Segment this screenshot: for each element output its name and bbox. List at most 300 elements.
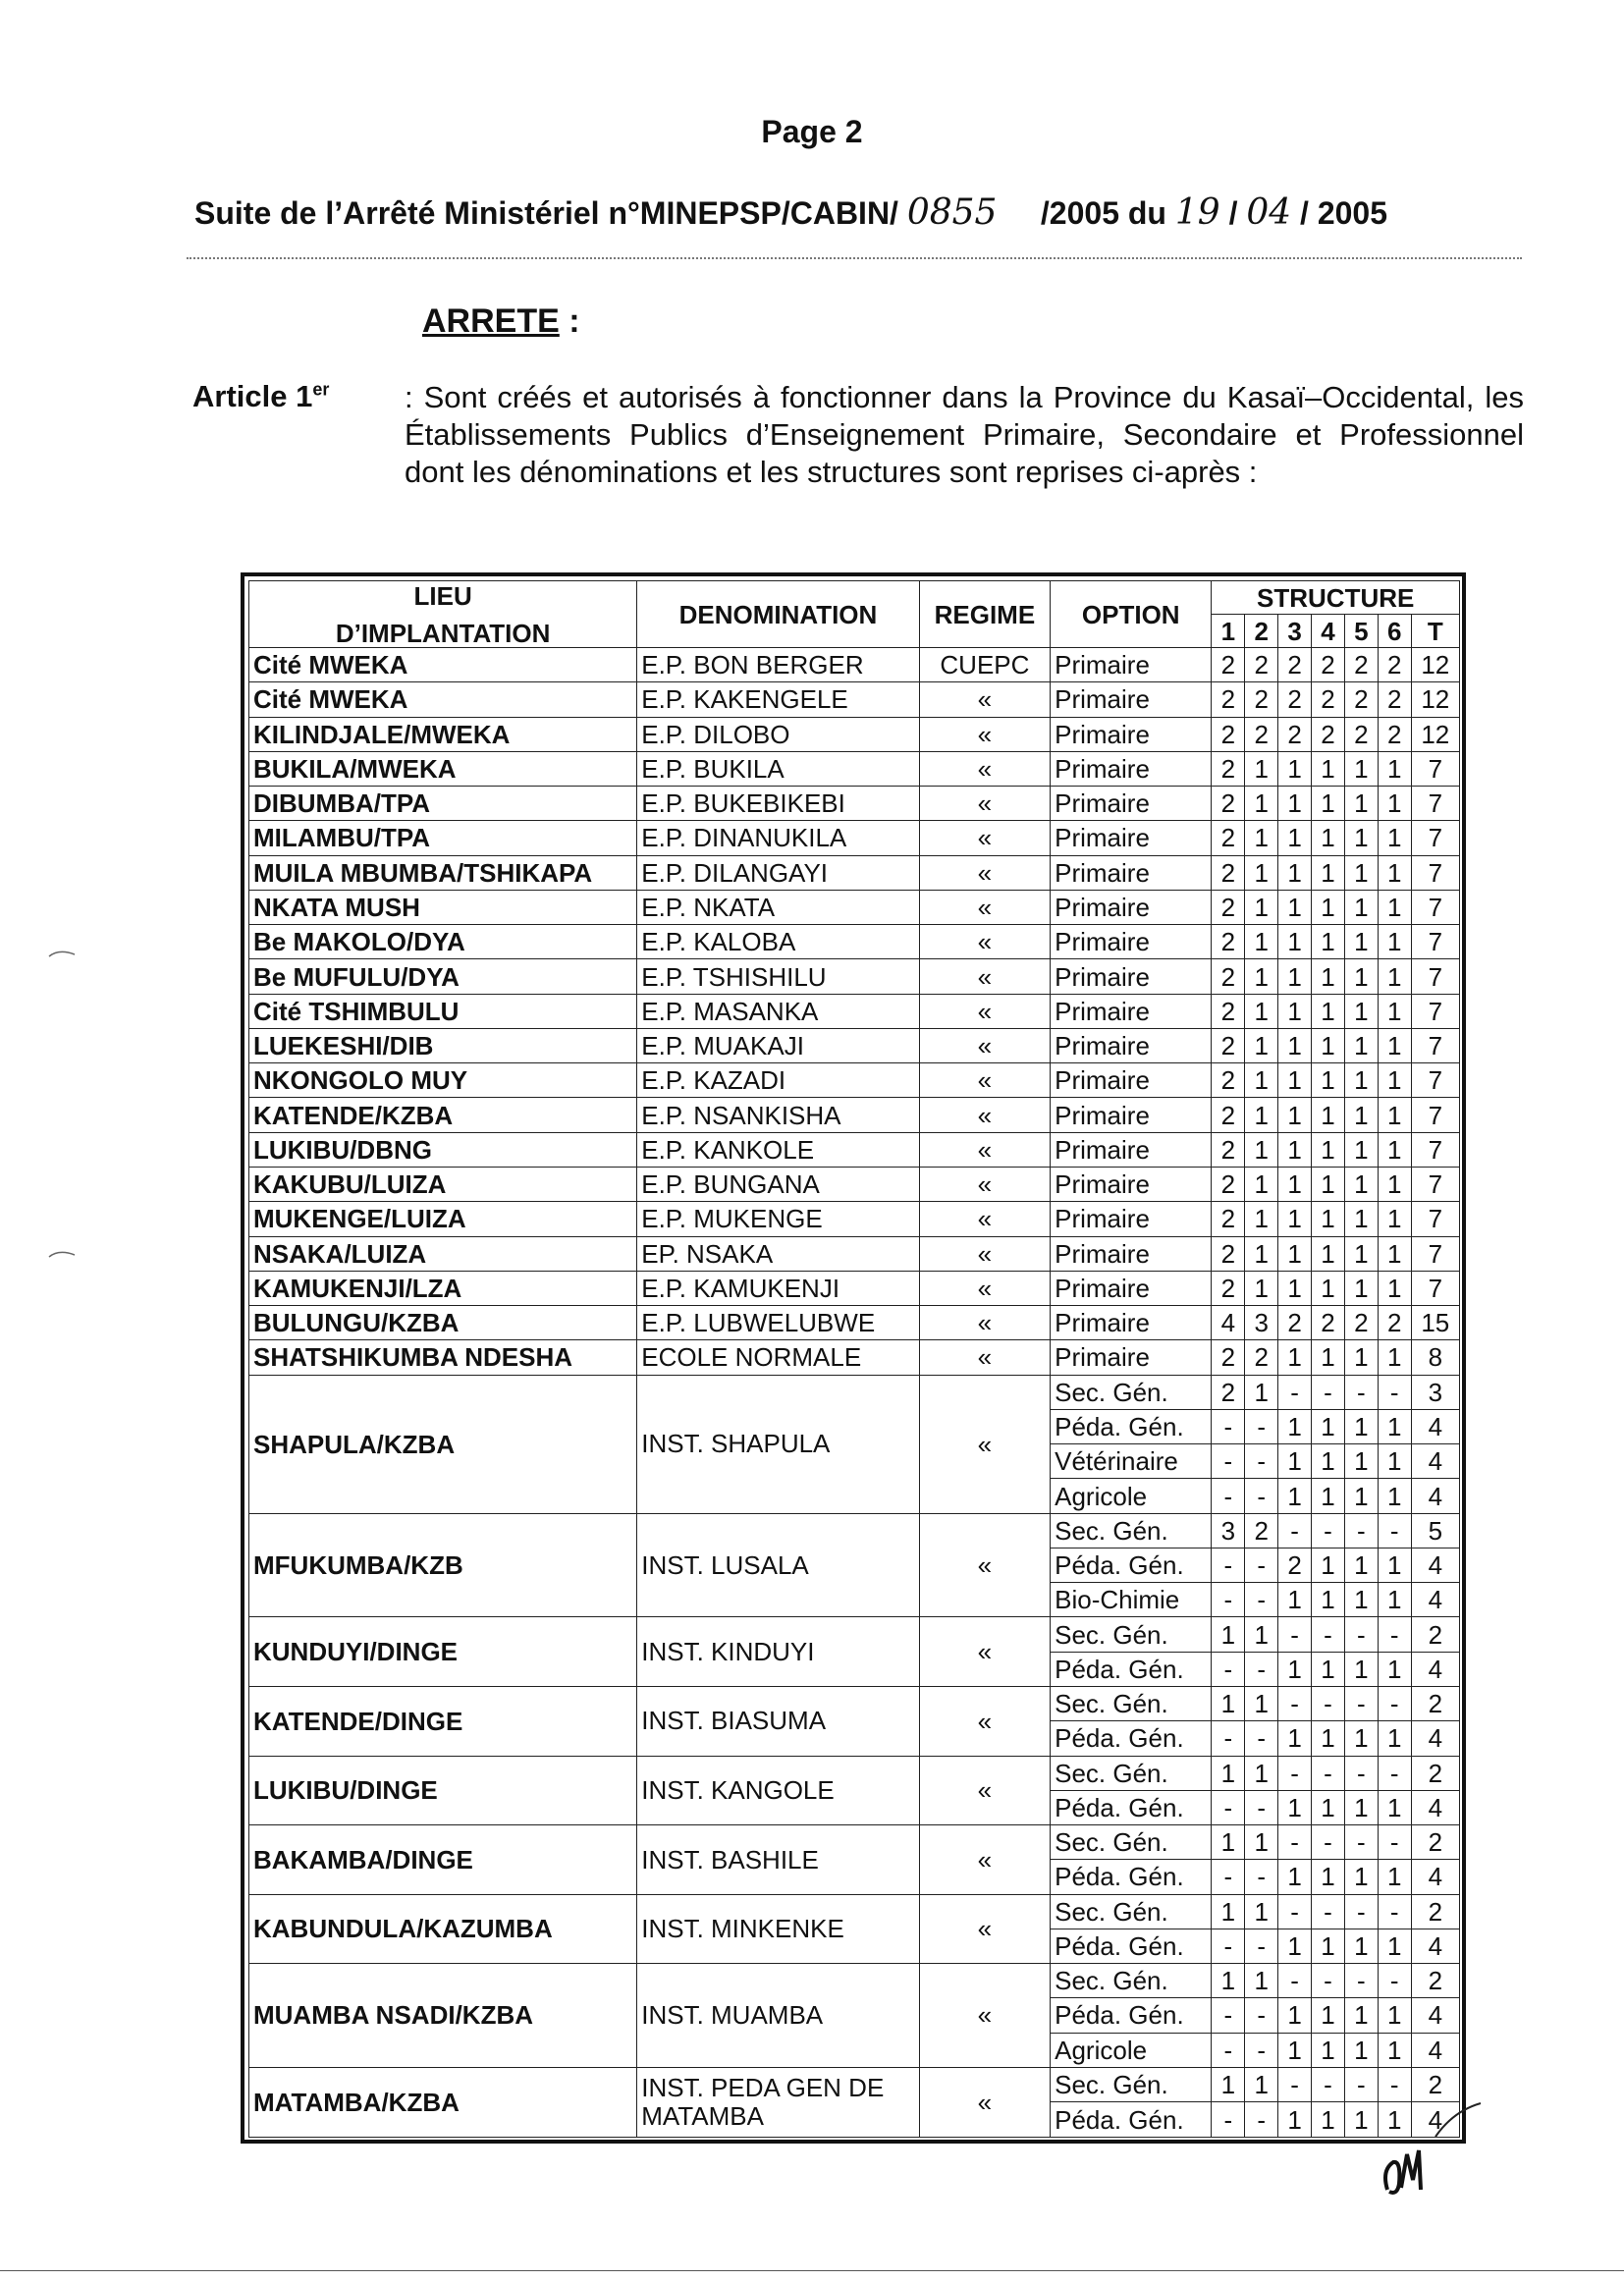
cell-structure-s6: 1 bbox=[1378, 1790, 1411, 1824]
cell-regime: « bbox=[919, 1340, 1050, 1375]
cell-denomination: E.P. BUKILA bbox=[637, 751, 919, 786]
cell-structure-s3: 1 bbox=[1278, 2033, 1312, 2067]
cell-structure-s1: 2 bbox=[1212, 751, 1245, 786]
cell-structure-s2: - bbox=[1245, 1652, 1278, 1686]
table-row bbox=[249, 1375, 1460, 1409]
cell-structure-s6: 1 bbox=[1378, 2033, 1411, 2067]
cell-structure-total: 4 bbox=[1411, 1409, 1459, 1443]
cell-option: Primaire bbox=[1051, 1340, 1212, 1375]
cell-structure-s5: 1 bbox=[1344, 751, 1378, 786]
cell-structure-s4: 1 bbox=[1312, 787, 1345, 821]
cell-regime: « bbox=[919, 1202, 1050, 1236]
article-label-text: Article 1 bbox=[192, 379, 313, 413]
cell-structure-total: 15 bbox=[1411, 1306, 1459, 1340]
cell-structure-s6: - bbox=[1378, 1756, 1411, 1790]
cell-option: Primaire bbox=[1051, 1167, 1212, 1201]
cell-structure-s3: 1 bbox=[1278, 1479, 1312, 1513]
cell-structure-s3: 2 bbox=[1278, 717, 1312, 751]
cell-structure-s4: 1 bbox=[1312, 1790, 1345, 1824]
cell-structure-s4: - bbox=[1312, 1375, 1345, 1409]
cell-regime: « bbox=[919, 1098, 1050, 1132]
table-row bbox=[249, 925, 1460, 959]
cell-structure-s3: 1 bbox=[1278, 1790, 1312, 1824]
cell-structure-s6: 1 bbox=[1378, 1063, 1411, 1098]
cell-structure-s2: - bbox=[1245, 2033, 1278, 2067]
header-lieu-line1: LIEU bbox=[413, 580, 472, 611]
cell-lieu: KATENDE/KZBA bbox=[249, 1098, 637, 1132]
cell-structure-s3: 1 bbox=[1278, 1132, 1312, 1167]
cell-structure-s5: - bbox=[1344, 1756, 1378, 1790]
cell-structure-s3: 2 bbox=[1278, 1306, 1312, 1340]
cell-lieu: NKATA MUSH bbox=[249, 890, 637, 924]
cell-structure-s1: - bbox=[1212, 1721, 1245, 1756]
cell-option: Péda. Gén. bbox=[1051, 1548, 1212, 1582]
cell-option: Péda. Gén. bbox=[1051, 1721, 1212, 1756]
cell-structure-s1: 2 bbox=[1212, 821, 1245, 855]
cell-structure-s6: 1 bbox=[1378, 1409, 1411, 1443]
cell-structure-s1: 2 bbox=[1212, 855, 1245, 890]
cell-structure-s1: 2 bbox=[1212, 1167, 1245, 1201]
cell-structure-s5: 1 bbox=[1344, 959, 1378, 994]
cell-structure-s6: 1 bbox=[1378, 1028, 1411, 1062]
cell-structure-s4: 2 bbox=[1312, 648, 1345, 682]
table-row bbox=[249, 1825, 1460, 1860]
table-row bbox=[249, 1513, 1460, 1548]
cell-structure-s2: 1 bbox=[1245, 1686, 1278, 1720]
cell-structure-s5: - bbox=[1344, 1686, 1378, 1720]
cell-structure-s5: 2 bbox=[1344, 1306, 1378, 1340]
cell-lieu: KABUNDULA/KAZUMBA bbox=[249, 1894, 637, 1964]
cell-denomination: INST. MINKENKE bbox=[637, 1894, 919, 1964]
cell-structure-s4: 1 bbox=[1312, 890, 1345, 924]
dotted-divider bbox=[187, 257, 1522, 259]
cell-structure-s2: 1 bbox=[1245, 1375, 1278, 1409]
cell-structure-s6: 1 bbox=[1378, 1167, 1411, 1201]
cell-structure-s4: 1 bbox=[1312, 1271, 1345, 1305]
cell-structure-s6: - bbox=[1378, 1964, 1411, 1998]
cell-structure-s3: - bbox=[1278, 1756, 1312, 1790]
cell-option: Primaire bbox=[1051, 648, 1212, 682]
cell-structure-s4: 1 bbox=[1312, 1860, 1345, 1894]
cell-structure-s5: 1 bbox=[1344, 1652, 1378, 1686]
cell-structure-total: 7 bbox=[1411, 1063, 1459, 1098]
cell-structure-s1: 1 bbox=[1212, 1964, 1245, 1998]
cell-lieu: NKONGOLO MUY bbox=[249, 1063, 637, 1098]
cell-structure-s1: - bbox=[1212, 1790, 1245, 1824]
cell-structure-s3: - bbox=[1278, 1894, 1312, 1929]
cell-structure-s3: - bbox=[1278, 1375, 1312, 1409]
cell-structure-s6: 1 bbox=[1378, 1479, 1411, 1513]
header-denomination: DENOMINATION bbox=[637, 581, 919, 648]
table-row bbox=[249, 1617, 1460, 1652]
cell-structure-s4: 1 bbox=[1312, 1132, 1345, 1167]
cell-structure-total: 7 bbox=[1411, 1202, 1459, 1236]
header-col-6: 6 bbox=[1378, 615, 1411, 648]
cell-structure-s4: 1 bbox=[1312, 2102, 1345, 2138]
cell-structure-s1: 4 bbox=[1212, 1306, 1245, 1340]
cell-structure-s6: 1 bbox=[1378, 1340, 1411, 1375]
cell-denomination: E.P. KAZADI bbox=[637, 1063, 919, 1098]
cell-structure-s6: 2 bbox=[1378, 648, 1411, 682]
cell-lieu: NSAKA/LUIZA bbox=[249, 1236, 637, 1271]
cell-structure-s1: 1 bbox=[1212, 1617, 1245, 1652]
cell-lieu: MATAMBA/KZBA bbox=[249, 2067, 637, 2137]
cell-structure-s4: 1 bbox=[1312, 1583, 1345, 1617]
cell-structure-s4: 1 bbox=[1312, 855, 1345, 890]
cell-structure-s4: - bbox=[1312, 1825, 1345, 1860]
cell-denomination: INST. BASHILE bbox=[637, 1825, 919, 1895]
handwritten-tick-mark bbox=[1434, 2101, 1483, 2141]
table-row bbox=[249, 787, 1460, 821]
decree-day-handwritten: 19 bbox=[1174, 192, 1220, 233]
cell-structure-s5: - bbox=[1344, 1825, 1378, 1860]
cell-structure-s2: 1 bbox=[1245, 1756, 1278, 1790]
cell-lieu: BUKILA/MWEKA bbox=[249, 751, 637, 786]
cell-option: Bio-Chimie bbox=[1051, 1583, 1212, 1617]
cell-structure-s2: - bbox=[1245, 1583, 1278, 1617]
cell-structure-s4: 1 bbox=[1312, 1236, 1345, 1271]
cell-lieu: KILINDJALE/MWEKA bbox=[249, 717, 637, 751]
cell-lieu: Cité MWEKA bbox=[249, 648, 637, 682]
cell-structure-s3: - bbox=[1278, 1513, 1312, 1548]
cell-structure-s2: 3 bbox=[1245, 1306, 1278, 1340]
schools-table-frame bbox=[241, 572, 1466, 2144]
cell-option: Primaire bbox=[1051, 1063, 1212, 1098]
cell-structure-s1: - bbox=[1212, 1652, 1245, 1686]
cell-structure-s4: 1 bbox=[1312, 994, 1345, 1028]
cell-structure-s5: 1 bbox=[1344, 890, 1378, 924]
header-lieu bbox=[249, 581, 637, 648]
cell-structure-s4: 2 bbox=[1312, 1306, 1345, 1340]
cell-structure-s4: 1 bbox=[1312, 1929, 1345, 1963]
cell-structure-s6: - bbox=[1378, 1825, 1411, 1860]
decree-month-handwritten: 04 bbox=[1246, 192, 1292, 233]
cell-structure-total: 4 bbox=[1411, 1548, 1459, 1582]
cell-option: Vétérinaire bbox=[1051, 1444, 1212, 1479]
header-option: OPTION bbox=[1051, 581, 1212, 648]
cell-regime: « bbox=[919, 1271, 1050, 1305]
cell-option: Primaire bbox=[1051, 1028, 1212, 1062]
cell-structure-s6: - bbox=[1378, 1375, 1411, 1409]
cell-structure-s3: 1 bbox=[1278, 1929, 1312, 1963]
page-edge-line bbox=[0, 2270, 1624, 2271]
cell-structure-s3: 1 bbox=[1278, 1202, 1312, 1236]
cell-lieu: LUKIBU/DBNG bbox=[249, 1132, 637, 1167]
cell-option: Primaire bbox=[1051, 787, 1212, 821]
cell-structure-s1: 1 bbox=[1212, 1756, 1245, 1790]
cell-denomination: INST. LUSALA bbox=[637, 1513, 919, 1617]
cell-structure-s6: 1 bbox=[1378, 959, 1411, 994]
cell-structure-s2: 1 bbox=[1245, 1825, 1278, 1860]
cell-structure-s2: 1 bbox=[1245, 1964, 1278, 1998]
cell-structure-s6: 1 bbox=[1378, 890, 1411, 924]
cell-structure-total: 12 bbox=[1411, 717, 1459, 751]
cell-option: Primaire bbox=[1051, 1098, 1212, 1132]
cell-regime: « bbox=[919, 751, 1050, 786]
cell-denomination: E.P. DILOBO bbox=[637, 717, 919, 751]
cell-structure-s4: 1 bbox=[1312, 821, 1345, 855]
cell-regime: CUEPC bbox=[919, 648, 1050, 682]
cell-structure-s5: 1 bbox=[1344, 787, 1378, 821]
cell-regime: « bbox=[919, 1513, 1050, 1617]
cell-structure-s1: - bbox=[1212, 2102, 1245, 2138]
cell-structure-s2: 1 bbox=[1245, 1028, 1278, 1062]
cell-structure-total: 3 bbox=[1411, 1375, 1459, 1409]
cell-structure-s6: 1 bbox=[1378, 1652, 1411, 1686]
cell-structure-s2: - bbox=[1245, 1998, 1278, 2033]
cell-structure-s6: 1 bbox=[1378, 1236, 1411, 1271]
cell-structure-total: 4 bbox=[1411, 1479, 1459, 1513]
cell-lieu: KATENDE/DINGE bbox=[249, 1686, 637, 1756]
cell-structure-s1: 2 bbox=[1212, 890, 1245, 924]
decree-year: /2005 du bbox=[1040, 195, 1166, 231]
cell-structure-s2: 1 bbox=[1245, 1202, 1278, 1236]
cell-structure-s4: 1 bbox=[1312, 1340, 1345, 1375]
cell-structure-total: 4 bbox=[1411, 1998, 1459, 2033]
cell-structure-s2: - bbox=[1245, 1479, 1278, 1513]
cell-lieu: MUKENGE/LUIZA bbox=[249, 1202, 637, 1236]
cell-structure-s3: 1 bbox=[1278, 890, 1312, 924]
cell-structure-s6: 1 bbox=[1378, 1860, 1411, 1894]
header-lieu-line2: D’IMPLANTATION bbox=[335, 618, 551, 648]
cell-structure-s2: 1 bbox=[1245, 2067, 1278, 2101]
cell-structure-s1: - bbox=[1212, 1998, 1245, 2033]
table-row bbox=[249, 1132, 1460, 1167]
cell-option: Primaire bbox=[1051, 959, 1212, 994]
cell-structure-s3: - bbox=[1278, 1964, 1312, 1998]
cell-structure-s2: 1 bbox=[1245, 1894, 1278, 1929]
cell-structure-s2: - bbox=[1245, 2102, 1278, 2138]
cell-structure-s4: - bbox=[1312, 1894, 1345, 1929]
table-row bbox=[249, 2067, 1460, 2101]
cell-regime: « bbox=[919, 1028, 1050, 1062]
cell-structure-s6: 1 bbox=[1378, 1132, 1411, 1167]
cell-structure-s1: 1 bbox=[1212, 2067, 1245, 2101]
cell-structure-s1: - bbox=[1212, 2033, 1245, 2067]
cell-structure-s6: 1 bbox=[1378, 1444, 1411, 1479]
cell-structure-total: 7 bbox=[1411, 787, 1459, 821]
cell-lieu: SHATSHIKUMBA NDESHA bbox=[249, 1340, 637, 1375]
cell-structure-s2: 1 bbox=[1245, 1167, 1278, 1201]
cell-structure-s5: 2 bbox=[1344, 648, 1378, 682]
cell-structure-total: 7 bbox=[1411, 1271, 1459, 1305]
cell-structure-s3: - bbox=[1278, 1617, 1312, 1652]
cell-structure-s4: 1 bbox=[1312, 1409, 1345, 1443]
cell-structure-s5: 1 bbox=[1344, 855, 1378, 890]
cell-structure-s2: 1 bbox=[1245, 787, 1278, 821]
decree-prefix: Suite de l’Arrêté Ministériel n°MINEPSP/CABIN/ bbox=[194, 195, 898, 231]
cell-structure-s3: 2 bbox=[1278, 648, 1312, 682]
cell-option: Sec. Gén. bbox=[1051, 1513, 1212, 1548]
cell-structure-s4: 1 bbox=[1312, 1444, 1345, 1479]
cell-structure-s6: 1 bbox=[1378, 994, 1411, 1028]
cell-structure-s5: 1 bbox=[1344, 1236, 1378, 1271]
cell-structure-s5: 1 bbox=[1344, 1271, 1378, 1305]
cell-structure-total: 2 bbox=[1411, 1756, 1459, 1790]
cell-structure-total: 4 bbox=[1411, 1583, 1459, 1617]
cell-denomination: INST. PEDA GEN DE MATAMBA bbox=[637, 2067, 919, 2137]
cell-regime: « bbox=[919, 1167, 1050, 1201]
cell-structure-s2: 1 bbox=[1245, 751, 1278, 786]
cell-structure-s6: 1 bbox=[1378, 855, 1411, 890]
cell-structure-s4: 1 bbox=[1312, 2033, 1345, 2067]
cell-structure-s2: 1 bbox=[1245, 821, 1278, 855]
table-row bbox=[249, 1964, 1460, 1998]
cell-structure-s2: 2 bbox=[1245, 1340, 1278, 1375]
cell-structure-s3: 1 bbox=[1278, 821, 1312, 855]
cell-structure-s2: 1 bbox=[1245, 1271, 1278, 1305]
decree-number-handwritten: 0855 bbox=[906, 192, 998, 233]
cell-structure-s4: 1 bbox=[1312, 1098, 1345, 1132]
cell-structure-s2: 1 bbox=[1245, 1098, 1278, 1132]
table-row bbox=[249, 717, 1460, 751]
header-structure: STRUCTURE bbox=[1212, 581, 1460, 615]
cell-structure-s2: 1 bbox=[1245, 1236, 1278, 1271]
cell-regime: « bbox=[919, 2067, 1050, 2137]
cell-structure-total: 8 bbox=[1411, 1340, 1459, 1375]
cell-structure-s3: 2 bbox=[1278, 1548, 1312, 1582]
table-row bbox=[249, 682, 1460, 717]
cell-structure-s4: - bbox=[1312, 1686, 1345, 1720]
cell-structure-s5: 2 bbox=[1344, 717, 1378, 751]
cell-structure-total: 12 bbox=[1411, 682, 1459, 717]
cell-option: Primaire bbox=[1051, 1202, 1212, 1236]
cell-structure-s5: 1 bbox=[1344, 1409, 1378, 1443]
page-title: Page 2 bbox=[761, 114, 863, 149]
cell-denomination: INST. BIASUMA bbox=[637, 1686, 919, 1756]
cell-structure-s2: 1 bbox=[1245, 1063, 1278, 1098]
cell-structure-s4: 1 bbox=[1312, 1721, 1345, 1756]
cell-structure-s6: 1 bbox=[1378, 925, 1411, 959]
cell-structure-s3: 1 bbox=[1278, 1028, 1312, 1062]
cell-structure-total: 5 bbox=[1411, 1513, 1459, 1548]
cell-structure-s4: 1 bbox=[1312, 1167, 1345, 1201]
cell-structure-s1: - bbox=[1212, 1444, 1245, 1479]
cell-structure-s4: - bbox=[1312, 1617, 1345, 1652]
cell-structure-s1: - bbox=[1212, 1929, 1245, 1963]
cell-lieu: LUKIBU/DINGE bbox=[249, 1756, 637, 1825]
table-row bbox=[249, 1686, 1460, 1720]
cell-structure-s5: - bbox=[1344, 1617, 1378, 1652]
cell-structure-total: 7 bbox=[1411, 994, 1459, 1028]
cell-lieu: MUILA MBUMBA/TSHIKAPA bbox=[249, 855, 637, 890]
cell-structure-s6: 2 bbox=[1378, 1306, 1411, 1340]
cell-structure-s3: 1 bbox=[1278, 1998, 1312, 2033]
cell-structure-s5: - bbox=[1344, 1894, 1378, 1929]
cell-structure-s4: 2 bbox=[1312, 682, 1345, 717]
cell-lieu: Be MAKOLO/DYA bbox=[249, 925, 637, 959]
cell-structure-s5: 2 bbox=[1344, 682, 1378, 717]
cell-option: Péda. Gén. bbox=[1051, 1409, 1212, 1443]
cell-denomination: E.P. NSANKISHA bbox=[637, 1098, 919, 1132]
cell-structure-s1: 2 bbox=[1212, 959, 1245, 994]
cell-denomination: EP. NSAKA bbox=[637, 1236, 919, 1271]
cell-structure-s4: 1 bbox=[1312, 1028, 1345, 1062]
cell-structure-s3: 1 bbox=[1278, 1860, 1312, 1894]
section-heading bbox=[422, 302, 580, 341]
cell-structure-s5: 1 bbox=[1344, 1202, 1378, 1236]
cell-denomination: E.P. LUBWELUBWE bbox=[637, 1306, 919, 1340]
table-row bbox=[249, 1167, 1460, 1201]
cell-structure-s1: 2 bbox=[1212, 1340, 1245, 1375]
cell-structure-s6: 1 bbox=[1378, 1098, 1411, 1132]
cell-regime: « bbox=[919, 890, 1050, 924]
cell-regime: « bbox=[919, 717, 1050, 751]
cell-structure-total: 7 bbox=[1411, 959, 1459, 994]
cell-structure-s4: 1 bbox=[1312, 925, 1345, 959]
handwritten-initials bbox=[1380, 2141, 1438, 2200]
table-header-row bbox=[249, 581, 1460, 615]
cell-denomination: E.P. KALOBA bbox=[637, 925, 919, 959]
cell-option: Péda. Gén. bbox=[1051, 1860, 1212, 1894]
cell-structure-s5: 1 bbox=[1344, 1132, 1378, 1167]
cell-structure-s4: 2 bbox=[1312, 717, 1345, 751]
cell-structure-s1: - bbox=[1212, 1548, 1245, 1582]
cell-structure-s6: 1 bbox=[1378, 1929, 1411, 1963]
cell-structure-total: 7 bbox=[1411, 1098, 1459, 1132]
cell-lieu: Cité MWEKA bbox=[249, 682, 637, 717]
cell-structure-s6: - bbox=[1378, 2067, 1411, 2101]
cell-lieu: MILAMBU/TPA bbox=[249, 821, 637, 855]
cell-denomination: E.P. NKATA bbox=[637, 890, 919, 924]
cell-structure-s4: 1 bbox=[1312, 1548, 1345, 1582]
cell-structure-s2: 2 bbox=[1245, 717, 1278, 751]
cell-lieu: Be MUFULU/DYA bbox=[249, 959, 637, 994]
table-row bbox=[249, 1340, 1460, 1375]
cell-structure-s6: 1 bbox=[1378, 1548, 1411, 1582]
cell-structure-s2: 1 bbox=[1245, 1132, 1278, 1167]
cell-regime: « bbox=[919, 1756, 1050, 1825]
cell-structure-s3: 2 bbox=[1278, 682, 1312, 717]
cell-structure-s3: 1 bbox=[1278, 1583, 1312, 1617]
table-row bbox=[249, 1756, 1460, 1790]
table-row bbox=[249, 1202, 1460, 1236]
cell-option: Primaire bbox=[1051, 925, 1212, 959]
cell-regime: « bbox=[919, 925, 1050, 959]
cell-structure-s6: 1 bbox=[1378, 1583, 1411, 1617]
table-row bbox=[249, 1063, 1460, 1098]
scan-artifact bbox=[47, 947, 77, 958]
table-row bbox=[249, 890, 1460, 924]
cell-structure-s1: 1 bbox=[1212, 1825, 1245, 1860]
header-regime: REGIME bbox=[919, 581, 1050, 648]
cell-structure-s3: 1 bbox=[1278, 1098, 1312, 1132]
heading-text: ARRETE bbox=[422, 302, 560, 340]
cell-structure-s5: - bbox=[1344, 1513, 1378, 1548]
cell-option: Sec. Gén. bbox=[1051, 1964, 1212, 1998]
header-col-3: 3 bbox=[1278, 615, 1312, 648]
cell-denomination: E.P. KANKOLE bbox=[637, 1132, 919, 1167]
cell-denomination: E.P. KAKENGELE bbox=[637, 682, 919, 717]
cell-structure-s3: 1 bbox=[1278, 1444, 1312, 1479]
table-row bbox=[249, 1236, 1460, 1271]
cell-structure-s2: - bbox=[1245, 1444, 1278, 1479]
cell-structure-s3: - bbox=[1278, 2067, 1312, 2101]
cell-regime: « bbox=[919, 787, 1050, 821]
cell-denomination: E.P. DINANUKILA bbox=[637, 821, 919, 855]
article-label bbox=[192, 379, 329, 414]
cell-structure-s2: 1 bbox=[1245, 855, 1278, 890]
cell-option: Primaire bbox=[1051, 1271, 1212, 1305]
cell-option: Primaire bbox=[1051, 682, 1212, 717]
cell-denomination: E.P. KAMUKENJI bbox=[637, 1271, 919, 1305]
cell-structure-s2: 1 bbox=[1245, 925, 1278, 959]
cell-structure-s5: 1 bbox=[1344, 2033, 1378, 2067]
cell-structure-s3: - bbox=[1278, 1825, 1312, 1860]
cell-structure-total: 4 bbox=[1411, 2033, 1459, 2067]
heading-colon: : bbox=[568, 302, 580, 340]
cell-structure-s4: 1 bbox=[1312, 1063, 1345, 1098]
